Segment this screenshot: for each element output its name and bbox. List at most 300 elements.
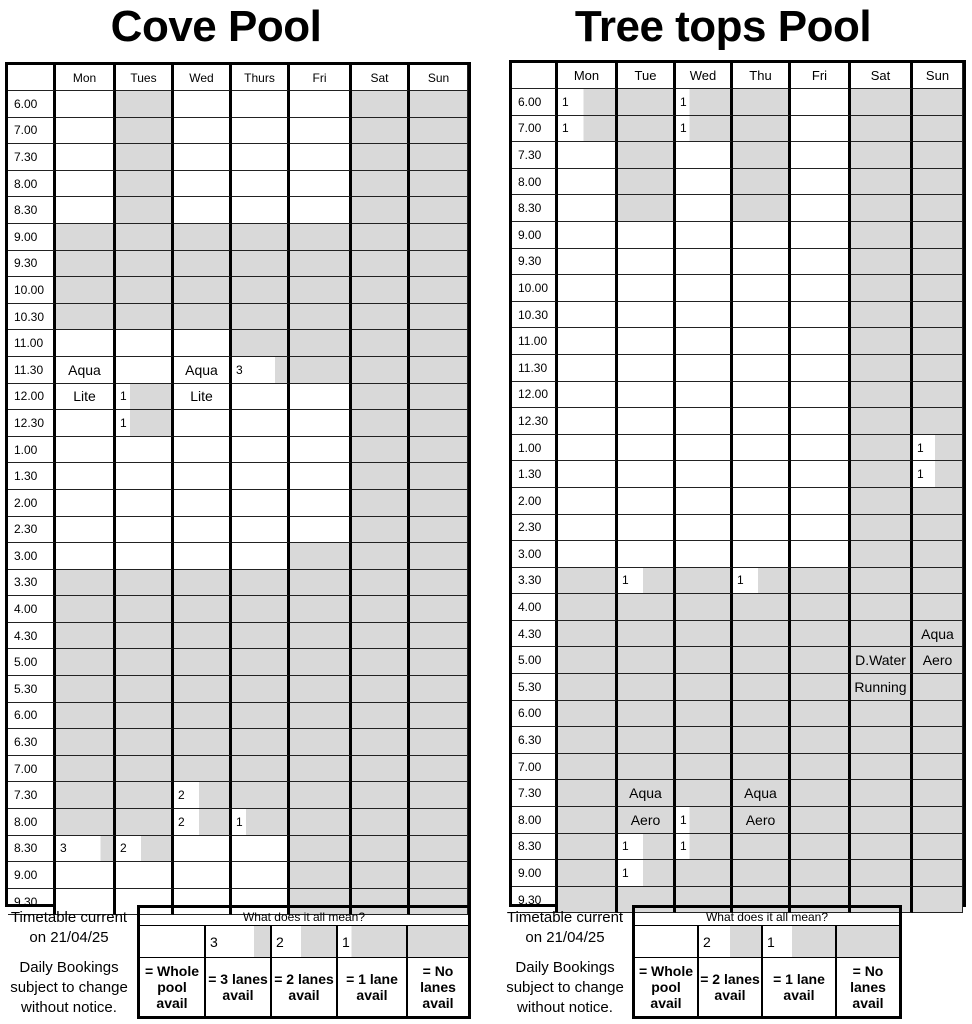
slot-sun-9 bbox=[913, 328, 963, 355]
slot-sat-16 bbox=[352, 517, 410, 544]
slot-tues-29 bbox=[116, 862, 174, 889]
slot-sun-7 bbox=[410, 277, 468, 304]
slot-thu-26 bbox=[733, 780, 791, 807]
slot-tues-23 bbox=[116, 703, 174, 730]
slot-mon-13 bbox=[558, 435, 618, 462]
slot-thurs-5 bbox=[232, 224, 290, 251]
slot-mon-9 bbox=[558, 328, 618, 355]
slot-mon-12 bbox=[56, 410, 116, 437]
time-slot-label: 6.00 bbox=[8, 91, 56, 118]
lanes-available-count: 1 bbox=[680, 121, 687, 136]
slot-fri-16 bbox=[791, 515, 851, 542]
slot-mon-19 bbox=[558, 594, 618, 621]
slot-wed-7 bbox=[676, 275, 733, 302]
slot-fri-25 bbox=[791, 754, 851, 781]
slot-tues-6 bbox=[116, 251, 174, 278]
slot-fri-2 bbox=[791, 142, 851, 169]
slot-tues-9 bbox=[116, 330, 174, 357]
day-header-fri: Fri bbox=[791, 63, 851, 89]
slot-sun-11 bbox=[913, 382, 963, 409]
slot-tues-10 bbox=[116, 357, 174, 384]
slot-fri-7 bbox=[791, 275, 851, 302]
time-slot-label: 8.00 bbox=[512, 807, 558, 834]
slot-sat-23 bbox=[851, 701, 913, 728]
time-slot-label: 6.00 bbox=[8, 703, 56, 730]
slot-thurs-24 bbox=[232, 729, 290, 756]
slot-tues-3 bbox=[116, 171, 174, 198]
slot-sat-2 bbox=[352, 144, 410, 171]
slot-fri-2 bbox=[290, 144, 352, 171]
slot-wed-10 bbox=[676, 355, 733, 382]
slot-sun-28 bbox=[410, 836, 468, 863]
legend-swatch-whole bbox=[140, 926, 206, 958]
slot-sat-4 bbox=[352, 197, 410, 224]
slot-thu-4 bbox=[733, 195, 791, 222]
slot-wed-9 bbox=[174, 330, 232, 357]
slot-sat-19 bbox=[352, 596, 410, 623]
time-slot-label: 6.00 bbox=[512, 701, 558, 728]
slot-thu-1 bbox=[733, 116, 791, 143]
slot-fri-20 bbox=[290, 623, 352, 650]
slot-sun-5 bbox=[913, 222, 963, 249]
slot-sat-17 bbox=[851, 541, 913, 568]
lanes-available-count: 1 bbox=[680, 94, 687, 109]
slot-fri-14 bbox=[791, 461, 851, 488]
legend-caption: What does it all mean? bbox=[140, 908, 468, 926]
slot-mon-14 bbox=[558, 461, 618, 488]
slot-tue-7 bbox=[618, 275, 676, 302]
time-slot-label: 5.30 bbox=[8, 676, 56, 703]
slot-tues-11 bbox=[116, 384, 174, 411]
slot-mon-10 bbox=[558, 355, 618, 382]
slot-sun-8 bbox=[410, 304, 468, 331]
slot-fri-5 bbox=[290, 224, 352, 251]
slot-sun-29 bbox=[410, 862, 468, 889]
slot-sat-0 bbox=[851, 89, 913, 116]
slot-thu-27 bbox=[733, 807, 791, 834]
slot-mon-25 bbox=[56, 756, 116, 783]
slot-sun-14 bbox=[410, 463, 468, 490]
slot-wed-24 bbox=[174, 729, 232, 756]
session-label: Lite bbox=[190, 388, 213, 405]
treetops-legend bbox=[632, 905, 902, 1019]
slot-fri-5 bbox=[791, 222, 851, 249]
slot-mon-29 bbox=[558, 860, 618, 887]
slot-thurs-4 bbox=[232, 197, 290, 224]
slot-wed-20 bbox=[676, 621, 733, 648]
slot-mon-24 bbox=[558, 727, 618, 754]
slot-wed-21 bbox=[676, 647, 733, 674]
time-slot-label: 12.30 bbox=[8, 410, 56, 437]
slot-wed-18 bbox=[174, 570, 232, 597]
slot-mon-5 bbox=[56, 224, 116, 251]
slot-wed-14 bbox=[174, 463, 232, 490]
slot-mon-22 bbox=[56, 676, 116, 703]
slot-tues-5 bbox=[116, 224, 174, 251]
slot-wed-9 bbox=[676, 328, 733, 355]
lanes-available-count: 1 bbox=[120, 389, 127, 404]
time-slot-label: 8.00 bbox=[8, 171, 56, 198]
slot-sun-20 bbox=[410, 623, 468, 650]
slot-sun-19 bbox=[913, 594, 963, 621]
slot-mon-9 bbox=[56, 330, 116, 357]
lanes-available-count: 1 bbox=[622, 866, 629, 881]
slot-tues-24 bbox=[116, 729, 174, 756]
slot-sat-20 bbox=[352, 623, 410, 650]
slot-wed-5 bbox=[174, 224, 232, 251]
slot-mon-21 bbox=[56, 649, 116, 676]
legend-swatch-2: 2 bbox=[272, 926, 338, 958]
slot-sat-28 bbox=[851, 834, 913, 861]
cove-timetable bbox=[5, 62, 471, 907]
slot-sun-19 bbox=[410, 596, 468, 623]
time-slot-label: 2.00 bbox=[8, 490, 56, 517]
slot-sat-1 bbox=[352, 118, 410, 145]
slot-fri-29 bbox=[290, 862, 352, 889]
slot-sat-22 bbox=[352, 676, 410, 703]
slot-wed-22 bbox=[174, 676, 232, 703]
slot-tue-26 bbox=[618, 780, 676, 807]
slot-mon-26 bbox=[56, 782, 116, 809]
slot-thurs-3 bbox=[232, 171, 290, 198]
slot-wed-26 bbox=[676, 780, 733, 807]
slot-mon-6 bbox=[56, 251, 116, 278]
slot-tue-8 bbox=[618, 302, 676, 329]
slot-tue-14 bbox=[618, 461, 676, 488]
slot-fri-13 bbox=[791, 435, 851, 462]
cove-pool-title: Cove Pool bbox=[110, 2, 322, 51]
slot-tues-26 bbox=[116, 782, 174, 809]
session-label: Lite bbox=[73, 388, 96, 405]
legend-swatch-1: 1 bbox=[763, 926, 837, 958]
slot-tue-12 bbox=[618, 408, 676, 435]
time-slot-label: 12.30 bbox=[512, 408, 558, 435]
slot-fri-22 bbox=[791, 674, 851, 701]
slot-sun-27 bbox=[913, 807, 963, 834]
slot-mon-29 bbox=[56, 862, 116, 889]
slot-sat-27 bbox=[851, 807, 913, 834]
lanes-available-count: 1 bbox=[917, 467, 924, 482]
slot-sat-5 bbox=[352, 224, 410, 251]
slot-wed-12 bbox=[676, 408, 733, 435]
time-slot-label: 5.00 bbox=[512, 647, 558, 674]
day-header-tue: Tue bbox=[618, 63, 676, 89]
slot-thu-9 bbox=[733, 328, 791, 355]
slot-fri-23 bbox=[290, 703, 352, 730]
time-slot-label: 4.30 bbox=[8, 623, 56, 650]
slot-sat-18 bbox=[352, 570, 410, 597]
slot-wed-8 bbox=[174, 304, 232, 331]
slot-sat-16 bbox=[851, 515, 913, 542]
slot-mon-7 bbox=[558, 275, 618, 302]
slot-tue-1 bbox=[618, 116, 676, 143]
slot-fri-6 bbox=[290, 251, 352, 278]
slot-sun-26 bbox=[913, 780, 963, 807]
slot-fri-10 bbox=[791, 355, 851, 382]
time-slot-label: 11.30 bbox=[512, 355, 558, 382]
time-slot-label: 8.30 bbox=[512, 195, 558, 222]
time-slot-label: 4.30 bbox=[512, 621, 558, 648]
slot-wed-29 bbox=[174, 862, 232, 889]
slot-mon-3 bbox=[56, 171, 116, 198]
slot-sun-2 bbox=[913, 142, 963, 169]
time-slot-label: 1.30 bbox=[512, 461, 558, 488]
cove-legend bbox=[137, 905, 471, 1019]
slot-mon-3 bbox=[558, 169, 618, 196]
slot-wed-8 bbox=[676, 302, 733, 329]
slot-mon-8 bbox=[56, 304, 116, 331]
slot-wed-6 bbox=[174, 251, 232, 278]
session-label: Aqua bbox=[921, 625, 954, 642]
slot-sat-26 bbox=[352, 782, 410, 809]
slot-sat-8 bbox=[352, 304, 410, 331]
slot-sun-3 bbox=[410, 171, 468, 198]
day-header-thurs: Thurs bbox=[232, 65, 290, 91]
slot-fri-9 bbox=[290, 330, 352, 357]
slot-fri-23 bbox=[791, 701, 851, 728]
slot-sun-9 bbox=[410, 330, 468, 357]
slot-thu-21 bbox=[733, 647, 791, 674]
slot-fri-1 bbox=[791, 116, 851, 143]
lanes-available-count: 2 bbox=[178, 788, 185, 803]
slot-mon-7 bbox=[56, 277, 116, 304]
slot-fri-15 bbox=[791, 488, 851, 515]
slot-thu-24 bbox=[733, 727, 791, 754]
slot-tue-29 bbox=[618, 860, 676, 887]
slot-sat-20 bbox=[851, 621, 913, 648]
time-slot-label: 2.30 bbox=[8, 517, 56, 544]
slot-sat-9 bbox=[851, 328, 913, 355]
slot-sat-5 bbox=[851, 222, 913, 249]
slot-tue-28 bbox=[618, 834, 676, 861]
slot-thu-20 bbox=[733, 621, 791, 648]
slot-thurs-2 bbox=[232, 144, 290, 171]
time-slot-label: 10.30 bbox=[512, 302, 558, 329]
slot-sun-27 bbox=[410, 809, 468, 836]
legend-2-lanes: = 2 lanes avail bbox=[272, 958, 338, 1016]
slot-tues-20 bbox=[116, 623, 174, 650]
slot-sat-15 bbox=[352, 490, 410, 517]
lanes-available-count: 1 bbox=[680, 812, 687, 827]
slot-mon-1 bbox=[56, 118, 116, 145]
day-header-sat: Sat bbox=[352, 65, 410, 91]
slot-thurs-6 bbox=[232, 251, 290, 278]
slot-sat-27 bbox=[352, 809, 410, 836]
slot-tues-28 bbox=[116, 836, 174, 863]
slot-thu-11 bbox=[733, 382, 791, 409]
slot-sat-0 bbox=[352, 91, 410, 118]
slot-thu-29 bbox=[733, 860, 791, 887]
slot-sun-11 bbox=[410, 384, 468, 411]
slot-fri-10 bbox=[290, 357, 352, 384]
slot-thu-28 bbox=[733, 834, 791, 861]
slot-wed-27 bbox=[676, 807, 733, 834]
slot-sun-10 bbox=[410, 357, 468, 384]
treetops-daily-bookings-note: Daily Bookings subject to change without notice. bbox=[506, 959, 624, 1016]
legend-caption: What does it all mean? bbox=[635, 908, 899, 926]
slot-sat-22 bbox=[851, 674, 913, 701]
slot-wed-13 bbox=[174, 437, 232, 464]
slot-mon-17 bbox=[558, 541, 618, 568]
slot-thurs-14 bbox=[232, 463, 290, 490]
slot-thurs-11 bbox=[232, 384, 290, 411]
slot-tues-8 bbox=[116, 304, 174, 331]
slot-mon-2 bbox=[56, 144, 116, 171]
slot-fri-21 bbox=[791, 647, 851, 674]
legend-no-lanes: = No lanes avail bbox=[420, 963, 456, 1011]
time-slot-label: 6.00 bbox=[512, 89, 558, 116]
day-header-sun: Sun bbox=[410, 65, 468, 91]
time-slot-label: 12.00 bbox=[512, 382, 558, 409]
slot-sat-6 bbox=[851, 249, 913, 276]
slot-tues-19 bbox=[116, 596, 174, 623]
slot-thurs-7 bbox=[232, 277, 290, 304]
slot-tue-23 bbox=[618, 701, 676, 728]
session-label: Aero bbox=[745, 811, 776, 828]
slot-tue-13 bbox=[618, 435, 676, 462]
slot-wed-28 bbox=[174, 836, 232, 863]
day-header-mon: Mon bbox=[558, 63, 618, 89]
legend-3-lanes: = 3 lanes avail bbox=[206, 958, 272, 1016]
slot-tue-2 bbox=[618, 142, 676, 169]
slot-wed-23 bbox=[174, 703, 232, 730]
slot-mon-13 bbox=[56, 437, 116, 464]
slot-sat-17 bbox=[352, 543, 410, 570]
slot-tue-4 bbox=[618, 195, 676, 222]
time-slot-label: 11.00 bbox=[512, 328, 558, 355]
slot-fri-7 bbox=[290, 277, 352, 304]
slot-fri-27 bbox=[791, 807, 851, 834]
time-slot-label: 3.00 bbox=[512, 541, 558, 568]
slot-wed-0 bbox=[676, 89, 733, 116]
slot-thu-18 bbox=[733, 568, 791, 595]
slot-fri-16 bbox=[290, 517, 352, 544]
session-label: Aqua bbox=[68, 361, 101, 378]
slot-thurs-27 bbox=[232, 809, 290, 836]
slot-thu-12 bbox=[733, 408, 791, 435]
slot-wed-27 bbox=[174, 809, 232, 836]
slot-mon-11 bbox=[558, 382, 618, 409]
slot-sun-6 bbox=[410, 251, 468, 278]
slot-thurs-20 bbox=[232, 623, 290, 650]
slot-wed-6 bbox=[676, 249, 733, 276]
slot-sat-13 bbox=[352, 437, 410, 464]
slot-tues-2 bbox=[116, 144, 174, 171]
slot-sun-21 bbox=[410, 649, 468, 676]
time-slot-label: 4.00 bbox=[8, 596, 56, 623]
slot-tues-21 bbox=[116, 649, 174, 676]
slot-tues-16 bbox=[116, 517, 174, 544]
slot-fri-18 bbox=[290, 570, 352, 597]
day-header-thu: Thu bbox=[733, 63, 791, 89]
slot-fri-3 bbox=[290, 171, 352, 198]
slot-tue-16 bbox=[618, 515, 676, 542]
slot-tue-22 bbox=[618, 674, 676, 701]
slot-sun-3 bbox=[913, 169, 963, 196]
slot-fri-18 bbox=[791, 568, 851, 595]
slot-mon-6 bbox=[558, 249, 618, 276]
slot-mon-21 bbox=[558, 647, 618, 674]
slot-thu-14 bbox=[733, 461, 791, 488]
time-slot-label: 11.00 bbox=[8, 330, 56, 357]
slot-mon-0 bbox=[558, 89, 618, 116]
slot-sun-5 bbox=[410, 224, 468, 251]
time-slot-label: 5.30 bbox=[512, 674, 558, 701]
slot-mon-18 bbox=[558, 568, 618, 595]
slot-wed-25 bbox=[676, 754, 733, 781]
session-label: Running bbox=[854, 678, 907, 695]
slot-tues-27 bbox=[116, 809, 174, 836]
time-slot-label: 8.00 bbox=[8, 809, 56, 836]
slot-tue-19 bbox=[618, 594, 676, 621]
legend-no-lanes: = No lanes avail bbox=[850, 963, 886, 1011]
slot-fri-11 bbox=[791, 382, 851, 409]
slot-tue-15 bbox=[618, 488, 676, 515]
slot-tues-15 bbox=[116, 490, 174, 517]
slot-thu-2 bbox=[733, 142, 791, 169]
slot-tue-20 bbox=[618, 621, 676, 648]
slot-fri-21 bbox=[290, 649, 352, 676]
time-slot-label: 5.00 bbox=[8, 649, 56, 676]
lanes-available-count: 2 bbox=[178, 814, 185, 829]
lanes-available-count: 1 bbox=[236, 814, 243, 829]
time-slot-label: 11.30 bbox=[8, 357, 56, 384]
slot-wed-19 bbox=[174, 596, 232, 623]
lanes-available-count: 3 bbox=[236, 362, 243, 377]
slot-sun-23 bbox=[913, 701, 963, 728]
time-slot-label: 6.30 bbox=[512, 727, 558, 754]
slot-sun-8 bbox=[913, 302, 963, 329]
slot-wed-1 bbox=[174, 118, 232, 145]
slot-wed-16 bbox=[174, 517, 232, 544]
slot-mon-4 bbox=[56, 197, 116, 224]
slot-sun-16 bbox=[913, 515, 963, 542]
day-header-mon: Mon bbox=[56, 65, 116, 91]
slot-sat-24 bbox=[851, 727, 913, 754]
slot-sat-23 bbox=[352, 703, 410, 730]
slot-tue-25 bbox=[618, 754, 676, 781]
legend-1-lane: = 1 lane avail bbox=[338, 958, 408, 1016]
slot-mon-10 bbox=[56, 357, 116, 384]
slot-sun-7 bbox=[913, 275, 963, 302]
slot-fri-20 bbox=[791, 621, 851, 648]
slot-wed-3 bbox=[174, 171, 232, 198]
slot-thurs-10 bbox=[232, 357, 290, 384]
slot-tues-13 bbox=[116, 437, 174, 464]
slot-mon-1 bbox=[558, 116, 618, 143]
slot-thurs-15 bbox=[232, 490, 290, 517]
slot-fri-28 bbox=[290, 836, 352, 863]
slot-sun-4 bbox=[913, 195, 963, 222]
slot-mon-28 bbox=[558, 834, 618, 861]
slot-sat-1 bbox=[851, 116, 913, 143]
slot-tue-27 bbox=[618, 807, 676, 834]
slot-thurs-13 bbox=[232, 437, 290, 464]
slot-wed-3 bbox=[676, 169, 733, 196]
slot-sun-18 bbox=[913, 568, 963, 595]
treetops-pool-title: Tree tops Pool bbox=[574, 2, 872, 51]
time-slot-label: 1.00 bbox=[8, 437, 56, 464]
slot-sat-2 bbox=[851, 142, 913, 169]
slot-wed-14 bbox=[676, 461, 733, 488]
slot-wed-11 bbox=[174, 384, 232, 411]
day-header-tues: Tues bbox=[116, 65, 174, 91]
day-header-sun: Sun bbox=[913, 63, 963, 89]
slot-mon-18 bbox=[56, 570, 116, 597]
slot-thurs-23 bbox=[232, 703, 290, 730]
legend-swatch-whole bbox=[635, 926, 699, 958]
time-slot-label: 8.30 bbox=[8, 197, 56, 224]
